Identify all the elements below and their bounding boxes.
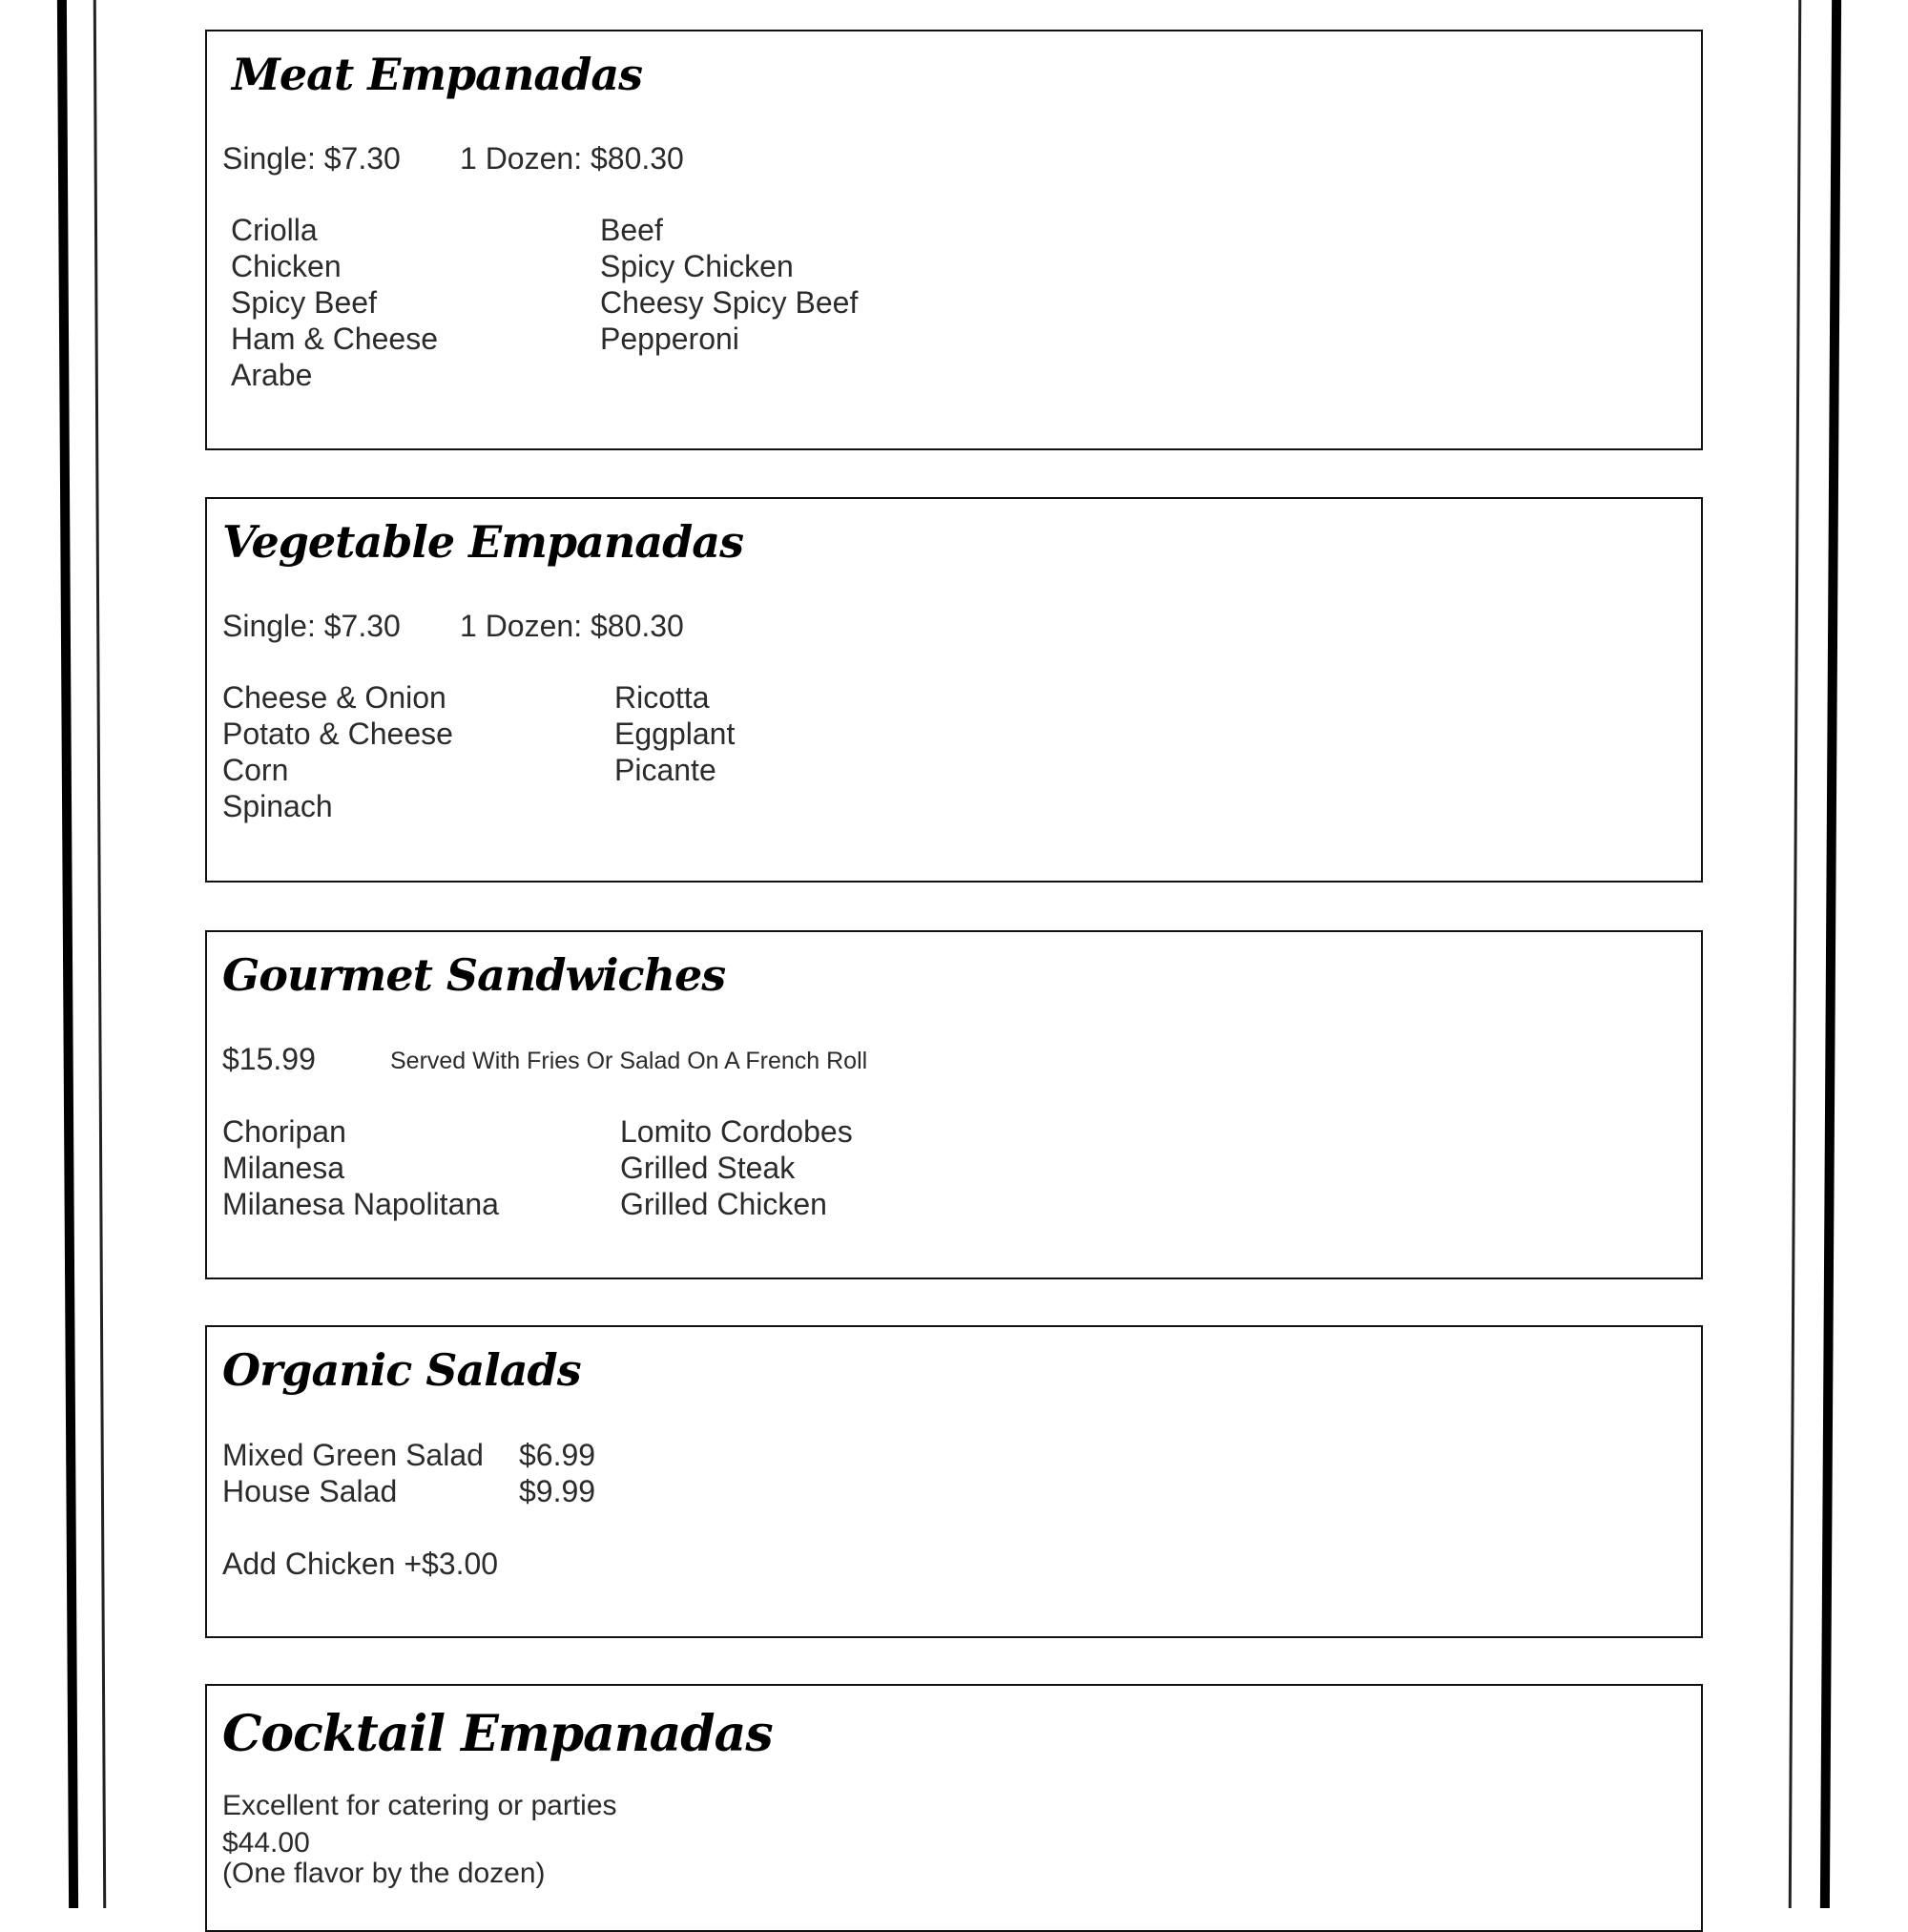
sandwich-price: $15.99 bbox=[222, 1042, 316, 1076]
list-item: Spicy Chicken bbox=[600, 249, 794, 283]
section-meat-empanadas bbox=[205, 30, 1703, 450]
salad-price: $6.99 bbox=[519, 1438, 596, 1472]
section-gourmet-sandwiches bbox=[205, 930, 1703, 1279]
list-item: Arabe bbox=[231, 358, 313, 392]
flavor-list-right bbox=[600, 212, 858, 357]
list-item: Pepperoni bbox=[600, 322, 739, 356]
list-item: Milanesa Napolitana bbox=[222, 1187, 499, 1221]
section-cocktail-empanadas bbox=[205, 1684, 1703, 1932]
list-item: Spicy Beef bbox=[231, 285, 377, 320]
salad-name: House Salad bbox=[222, 1474, 398, 1508]
list-item: Criolla bbox=[231, 213, 318, 247]
salad-name: Mixed Green Salad bbox=[222, 1438, 484, 1472]
cocktail-note: (One flavor by the dozen) bbox=[222, 1858, 546, 1889]
section-title: Meat Empanadas bbox=[232, 49, 643, 100]
section-title: Cocktail Empanadas bbox=[222, 1705, 773, 1763]
price-single: Single: $7.30 bbox=[222, 609, 401, 643]
list-item: Chicken bbox=[231, 249, 342, 283]
flavor-list-left bbox=[231, 212, 438, 393]
section-title: Gourmet Sandwiches bbox=[222, 949, 726, 1001]
cocktail-price: $44.00 bbox=[222, 1827, 310, 1859]
salad-addon: Add Chicken +$3.00 bbox=[222, 1547, 499, 1581]
sandwich-list-right bbox=[620, 1113, 853, 1222]
list-item: Lomito Cordobes bbox=[620, 1114, 853, 1149]
list-item: Beef bbox=[600, 213, 663, 247]
list-item: Corn bbox=[222, 753, 289, 787]
flavor-list-left bbox=[222, 679, 453, 824]
list-item: Grilled Steak bbox=[620, 1151, 796, 1185]
list-item: Grilled Chicken bbox=[620, 1187, 827, 1221]
flavor-list-right bbox=[614, 679, 735, 788]
list-item: Ricotta bbox=[614, 680, 710, 715]
cocktail-subtitle: Excellent for catering or parties bbox=[222, 1790, 617, 1821]
list-item: Choripan bbox=[222, 1114, 346, 1149]
list-item: Spinach bbox=[222, 789, 333, 823]
sandwich-note: Served With Fries Or Salad On A French Roll bbox=[390, 1048, 868, 1074]
section-vegetable-empanadas bbox=[205, 497, 1703, 883]
list-item: Ham & Cheese bbox=[231, 322, 438, 356]
list-item: Eggplant bbox=[614, 717, 736, 751]
section-organic-salads bbox=[205, 1325, 1703, 1638]
salad-price: $9.99 bbox=[519, 1474, 596, 1508]
frame-outer-right bbox=[1820, 0, 1841, 1908]
frame-outer-left bbox=[57, 0, 78, 1908]
list-item: Cheesy Spicy Beef bbox=[600, 285, 859, 320]
section-title: Vegetable Empanadas bbox=[222, 516, 743, 568]
price-single: Single: $7.30 bbox=[222, 141, 401, 176]
frame-inner-left bbox=[93, 0, 106, 1908]
price-dozen: 1 Dozen: $80.30 bbox=[460, 141, 684, 176]
price-dozen: 1 Dozen: $80.30 bbox=[460, 609, 684, 643]
sandwich-list-left bbox=[222, 1113, 499, 1222]
list-item: Cheese & Onion bbox=[222, 680, 446, 715]
list-item: Potato & Cheese bbox=[222, 717, 453, 751]
section-title: Organic Salads bbox=[222, 1344, 581, 1396]
list-item: Picante bbox=[614, 753, 716, 787]
frame-inner-right bbox=[1789, 0, 1801, 1908]
list-item: Milanesa bbox=[222, 1151, 345, 1185]
